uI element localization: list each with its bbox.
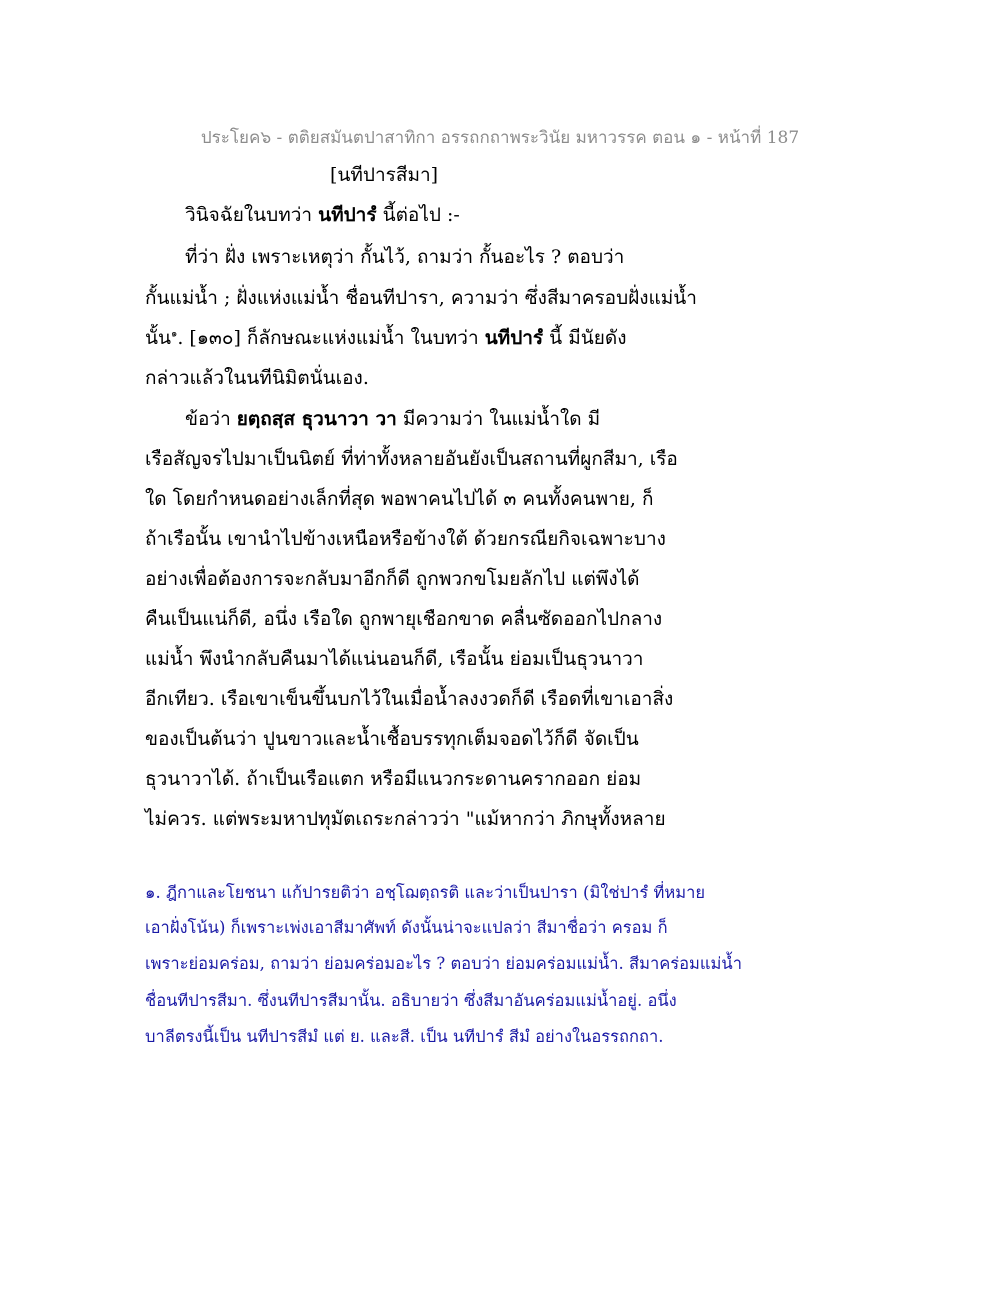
body-line: ธุวนาวาได้. ถ้าเป็นเรือแตก หรือมีแนวกระดานครากออก ย่อม: [145, 768, 642, 790]
body-line: [145, 323, 626, 353]
body-line: คืนเป็นแน่ก็ดี, อนึ่ง เรือใด ถูกพายุเชือกขาด คลื่นซัดออกไปกลาง: [145, 608, 663, 630]
body-line: กั้นแม่น้ำ ; ฝั่งแห่งแม่น้ำ ชื่อนทีปารา, ความว่า ซึ่งสีมาครอบฝั่งแม่น้ำ: [145, 287, 697, 309]
pali-term: นทีปารํ: [318, 204, 377, 226]
body-line: กล่าวแล้วในนทีนิมิตนั่นเอง.: [145, 367, 369, 389]
running-header: ประโยค๖ - ตติยสมันตปาสาทิกา อรรถกถาพระวินัย มหาวรรค ตอน ๑ - หน้าที่ 187: [200, 128, 800, 148]
body-line: แม่น้ำ พึงนำกลับคืนมาได้แน่นอนก็ดี, เรือนั้น ย่อมเป็นธุวนาวา: [145, 648, 644, 670]
footnote-line: ๑. ฎีกาและโยชนา แก้ปารยติว่า อชฺโฌตฺถรติ และว่าเป็นปารา (มิใช่ปารํ ที่หมาย: [145, 883, 706, 902]
body-line: อีกเทียว. เรือเขาเข็นขึ้นบกไว้ในเมื่อน้ำลงงวดก็ดี เรือดที่เขาเอาสิ่ง: [145, 688, 674, 710]
text-run: นั้น: [145, 327, 171, 349]
text-run: . [๑๓๐] ก็ลักษณะแห่งแม่น้ำ ในบทว่า: [177, 327, 485, 349]
footnote-line: เพราะย่อมคร่อม, ถามว่า ย่อมคร่อมอะไร ? ตอบว่า ย่อมคร่อมแม่น้ำ. สีมาคร่อมแม่น้ำ: [145, 954, 742, 973]
body-line: ของเป็นต้นว่า ปูนขาวและน้ำเชื้อบรรทุกเต็มจอดไว้ก็ดี จัดเป็น: [145, 728, 639, 750]
body-line: อย่างเพื่อต้องการจะกลับมาอีกก็ดี ถูกพวกขโมยลักไป แต่พึงได้: [145, 568, 640, 590]
text-run: มีความว่า ในแม่น้ำใด มี: [396, 408, 601, 430]
text-run: ข้อว่า: [185, 408, 237, 430]
footnote-line: เอาฝั่งโน้น) ก็เพราะเพ่งเอาสีมาศัพท์ ดังนั้นน่าจะแปลว่า สีมาชื่อว่า ครอม ก็: [145, 918, 668, 937]
text-run: นี้ มีนัยดัง: [543, 327, 627, 349]
text-run: วินิจฉัยในบทว่า: [185, 204, 313, 226]
section-title: [นทีปารสีมา]: [330, 164, 439, 186]
pali-term: นทีปารํ: [484, 327, 544, 349]
text-run: นี้ต่อไป :-: [382, 204, 460, 226]
body-line: [185, 404, 600, 434]
body-line: ไม่ควร. แต่พระมหาปทุมัตเถระกล่าวว่า "แม้หากว่า ภิกษุทั้งหลาย: [145, 808, 666, 830]
footnote-marker: ๑: [170, 328, 178, 340]
body-line: ที่ว่า ฝั่ง เพราะเหตุว่า กั้นไว้, ถามว่า กั้นอะไร ? ตอบว่า: [185, 246, 625, 268]
body-line: ถ้าเรือนั้น เขานำไปข้างเหนือหรือข้างใต้ ด้วยกรณียกิจเฉพาะบาง: [145, 528, 666, 550]
body-line: ใด โดยกำหนดอย่างเล็กที่สุด พอพาคนไปได้ ๓ คนทั้งคนพาย, ก็: [145, 488, 654, 510]
paragraph-intro: [185, 200, 460, 230]
pali-term: ยตฺถสฺส ธุวนาวา วา: [236, 408, 397, 430]
body-line: เรือสัญจรไปมาเป็นนิตย์ ที่ท่าทั้งหลายอันยังเป็นสถานที่ผูกสีมา, เรือ: [145, 448, 678, 470]
footnote-line: ชื่อนทีปารสีมา. ซึ่งนทีปารสีมานั้น. อธิบายว่า ซึ่งสีมาอันคร่อมแม่น้ำอยู่. อนึ่ง: [145, 991, 677, 1010]
footnote-line: บาลีตรงนี้เป็น นทีปารสีมํ แต่ ย. และสี. เป็น นทีปารํ สีมํ อย่างในอรรถกถา.: [145, 1027, 664, 1046]
